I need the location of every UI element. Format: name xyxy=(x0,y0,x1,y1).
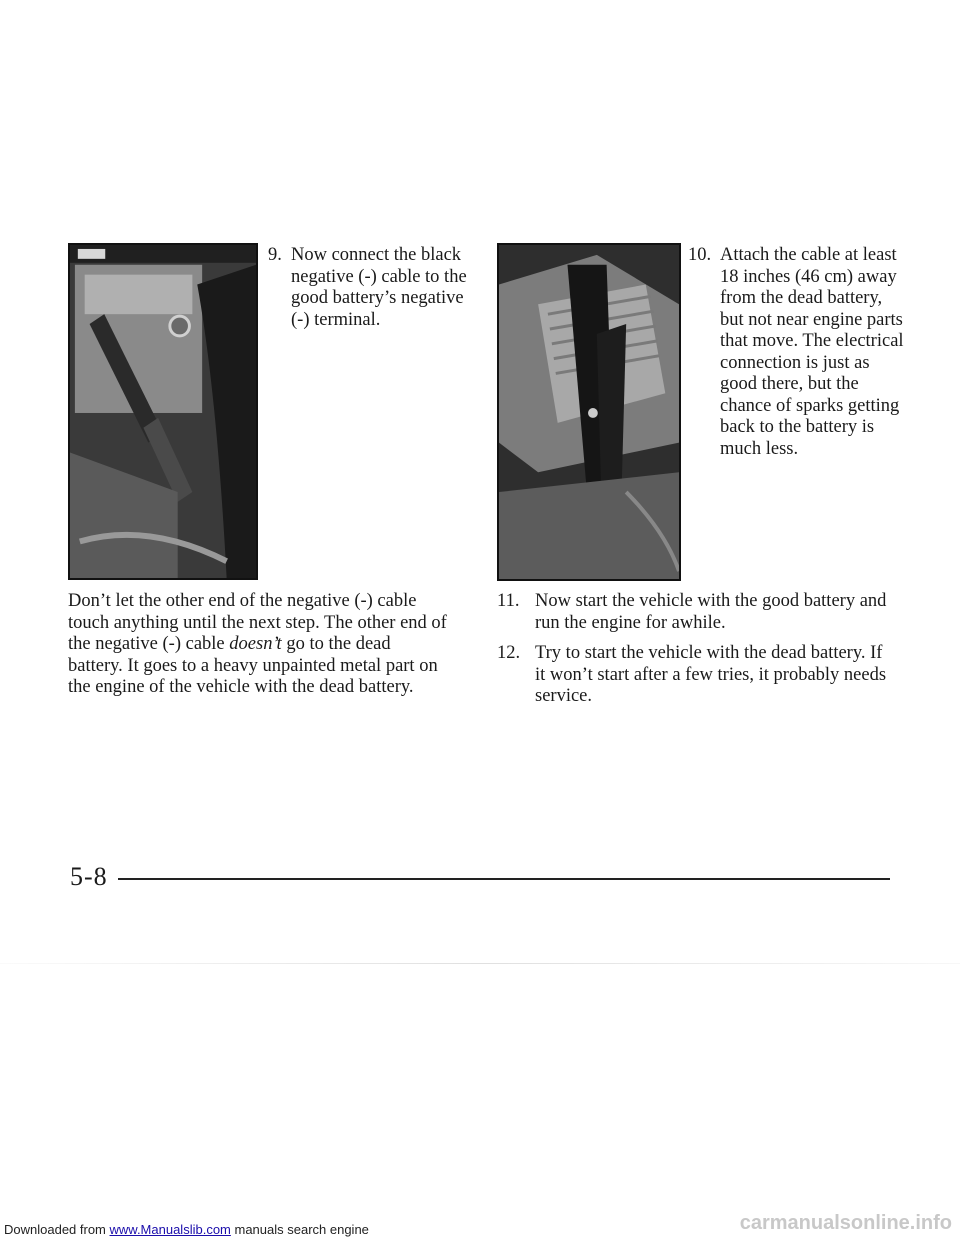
warning-paragraph xyxy=(68,591,448,699)
page-rule xyxy=(118,878,890,880)
battery-cable-photo-2 xyxy=(497,243,681,581)
battery-cable-photo-1 xyxy=(68,243,258,580)
paragraph-text-after: go to the dead battery. It goes to a heavy unpainted metal part on the engine of the vehicle with the dead battery. xyxy=(68,634,438,698)
download-footer xyxy=(4,1222,369,1237)
step-text: Now connect the black negative (-) cable to the good battery’s negative (-) terminal. xyxy=(291,245,467,330)
paragraph-text-before: Don’t let the other end of the negative (-) cable touch anything until the next step. The other end of the negative (-) cable xyxy=(68,591,447,655)
step-number: 12. xyxy=(497,643,521,664)
step-number: 11. xyxy=(497,591,520,611)
scan-edge-line xyxy=(0,963,960,964)
watermark: carmanualsonline.info xyxy=(739,1212,952,1234)
step-12 xyxy=(497,643,897,708)
footer-suffix: manuals search engine xyxy=(230,1222,369,1237)
step-text: Attach the cable at least 18 inches (46 cm) away from the dead battery, but not near engine parts that move. The electrical connection is just as good there, but the chance of sparks getting back to the battery is much less. xyxy=(720,245,904,459)
step-text: Now start the vehicle with the good battery and run the engine for awhile. xyxy=(535,591,887,633)
step-text: Try to start the vehicle with the dead battery. If it won’t start after a few tries, it probably needs service. xyxy=(535,643,887,707)
step-number: 10. xyxy=(688,245,712,265)
manualslib-link[interactable]: www.Manualslib.com xyxy=(109,1222,231,1237)
steps-list xyxy=(497,591,897,717)
page-number: 5-8 xyxy=(70,862,108,891)
paragraph-emphasis: doesn’t xyxy=(229,634,282,655)
footer-prefix: Downloaded from xyxy=(4,1222,110,1237)
step-number: 9. xyxy=(268,245,282,265)
step-11 xyxy=(497,591,897,634)
